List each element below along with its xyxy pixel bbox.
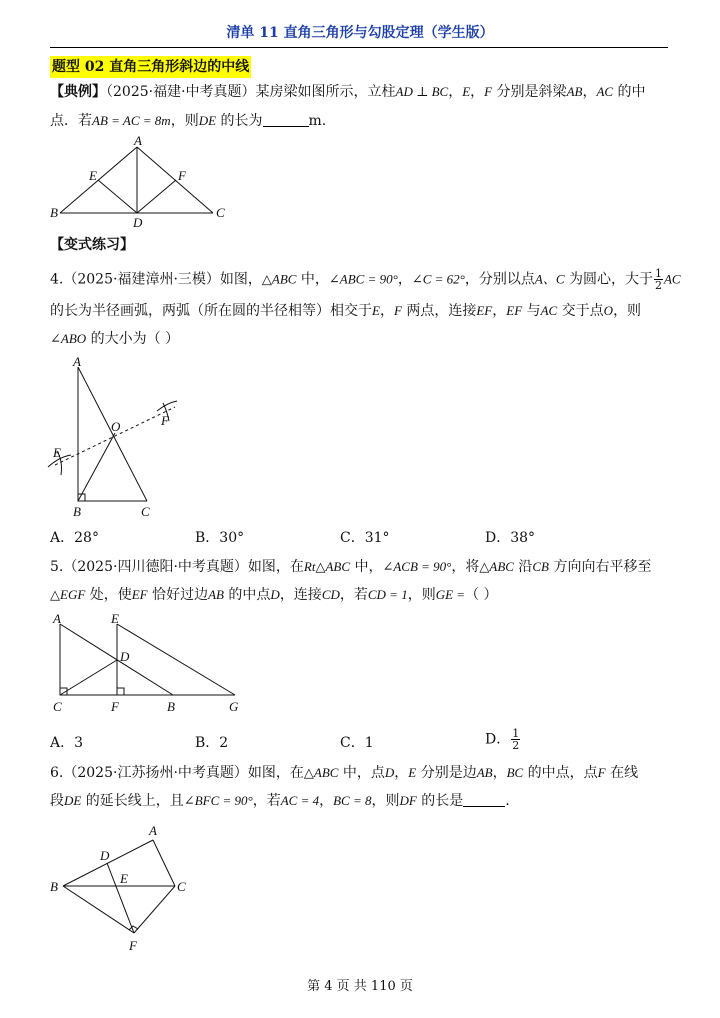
math: DE (198, 113, 217, 128)
segment-cd (60, 660, 117, 695)
segment-cf (134, 886, 175, 933)
example-text: ，则 (170, 113, 199, 129)
segment-bo (78, 433, 115, 501)
segment-fd (137, 180, 176, 213)
q4-line-1 (50, 267, 681, 292)
point-label-c: C (53, 699, 62, 714)
point-label-e: E (111, 611, 119, 626)
section-heading: 题型 02 直角三角形斜边的中线 (50, 56, 251, 78)
question-text: 在线 (605, 765, 639, 781)
math: A、C (534, 271, 565, 287)
fraction (511, 728, 520, 751)
question-text: 为圆心，大于 (564, 271, 653, 288)
question-text: 的长为半径画弧，两弧（所在圆的半径相等）相交于 (50, 303, 372, 319)
question-source: （2025·四川德阳·中考真题） (63, 559, 248, 575)
option-value: 3 (74, 735, 84, 751)
q5-option-b[interactable] (195, 732, 228, 752)
arc-f-1 (157, 401, 177, 411)
math: O (603, 303, 614, 318)
math: ∠ACB = 90° (382, 559, 452, 574)
segment-ed (98, 180, 137, 213)
point-label-f: F (178, 168, 186, 183)
math: E (372, 303, 380, 318)
point-label-c: C (141, 504, 150, 519)
point-label-b: B (167, 699, 175, 714)
question-source: （2025·福建漳州·三模） (63, 271, 220, 288)
point-label-d: D (100, 848, 110, 863)
variant-heading-text: 【变式练习】 (50, 237, 134, 253)
question-text: 中， (350, 559, 383, 575)
fraction-denominator: 2 (512, 739, 520, 752)
q5-option-c[interactable] (340, 732, 374, 752)
math: E (462, 84, 471, 99)
option-key: C． (340, 735, 365, 751)
math: CB (532, 559, 550, 574)
q4-option-a[interactable] (50, 527, 99, 547)
question-number: 5. (50, 559, 64, 575)
segment-ac (153, 840, 175, 886)
math: E (408, 765, 417, 780)
math: D (384, 765, 395, 780)
question-text: 处，使 (85, 587, 132, 603)
question-text: ， (492, 303, 507, 319)
point-label-c: C (177, 879, 186, 894)
question-source: （2025·江苏扬州·中考真题） (63, 765, 248, 781)
q4-line-3 (50, 328, 675, 350)
q5-line-2 (50, 584, 675, 606)
option-key: C． (340, 530, 365, 546)
question-text: 分别是边 (416, 765, 477, 781)
q4-option-c[interactable] (340, 527, 390, 547)
option-value: 38° (510, 530, 536, 546)
math: CD (321, 587, 340, 602)
question-text: ，连接 (279, 587, 322, 603)
point-label-a: A (73, 355, 81, 369)
question-text: 沿 (513, 559, 533, 575)
example-text: 某房梁如图所示，立柱 (255, 84, 396, 100)
question-text: 中，点 (338, 765, 385, 781)
question-text: ，若 (339, 587, 368, 603)
question-text: ，若 (252, 793, 281, 809)
math: △ABC (479, 559, 514, 574)
point-label-b: B (50, 879, 58, 894)
option-key: B． (195, 735, 220, 751)
point-label-g: G (229, 699, 239, 714)
math: AC = 4 (280, 793, 320, 808)
math: F (393, 303, 402, 318)
question-text: ， (397, 271, 412, 288)
segment-ac (78, 367, 147, 501)
option-value: 31° (364, 530, 390, 546)
point-label-o: O (111, 419, 121, 434)
example-text: 的中 (613, 84, 646, 100)
segment-ba (63, 840, 153, 886)
question-number: 4. (50, 271, 64, 288)
math: F (484, 84, 493, 99)
example-text: 的长为 (216, 113, 263, 129)
question-text: 的中点 (223, 587, 271, 603)
right-angle-mark-f (117, 688, 124, 695)
math: AC (663, 271, 681, 287)
math: ∠ABC = 90° (328, 271, 398, 287)
segment-ef-dashed (55, 407, 175, 465)
math: EF (476, 303, 493, 318)
example-text: 分别是斜梁 (492, 84, 567, 100)
option-key: A． (50, 735, 75, 751)
fraction-numerator: 1 (512, 727, 520, 740)
q4-line-2 (50, 300, 675, 322)
point-label-e: E (53, 445, 61, 460)
question-text: ，则 (407, 587, 436, 603)
question-text: 如图， (219, 271, 262, 288)
q6-figure (45, 820, 205, 960)
point-label-e: E (120, 871, 128, 886)
math: AC (596, 84, 614, 99)
point-label-f: F (161, 413, 169, 428)
fraction (654, 268, 663, 291)
q5-figure (45, 610, 255, 720)
math: AB = AC = 8m (92, 113, 171, 128)
point-label-f: F (111, 699, 119, 714)
math: DE (64, 793, 82, 808)
answer-blank[interactable] (463, 792, 505, 807)
question-number: 6. (50, 765, 64, 781)
option-key: D． (485, 530, 511, 546)
option-value: 1 (364, 735, 374, 751)
math: EF (506, 303, 523, 318)
question-text: 的延长线上，且 (81, 793, 184, 809)
question-text: ，将 (451, 559, 480, 575)
math: F (597, 765, 606, 780)
example-bracket: 【典例】 (50, 84, 106, 100)
question-text: 的长是 (416, 793, 464, 809)
math: AB (566, 84, 583, 99)
math: D (270, 587, 280, 602)
segment-bf (63, 886, 134, 933)
math: GE = (435, 587, 466, 602)
question-text: ，则 (371, 793, 400, 809)
math: ∠C = 62° (411, 271, 465, 287)
point-label-c: C (216, 205, 225, 220)
point-label-d: D (133, 215, 143, 230)
math: ∠ABO (50, 331, 87, 346)
example-text: m. (308, 113, 327, 129)
q5-line-1 (50, 556, 675, 578)
question-text: ，则 (613, 303, 642, 319)
fraction-denominator: 2 (654, 279, 662, 292)
math: △ABC (261, 271, 297, 287)
answer-blank[interactable] (263, 112, 309, 127)
math: CD = 1 (367, 587, 408, 602)
example-line-2 (50, 110, 675, 132)
q4-option-d[interactable] (485, 527, 535, 547)
question-text: ，分别以点 (464, 271, 535, 288)
q5-option-a[interactable] (50, 732, 83, 752)
math: AC (540, 303, 558, 318)
math: △EGF (50, 587, 86, 602)
page-header-title: 清单 11 直角三角形与勾股定理（学生版） (226, 25, 494, 41)
q4-option-b[interactable] (195, 527, 244, 547)
option-key: A． (50, 530, 75, 546)
point-label-f: F (129, 938, 137, 953)
question-text: 的大小为（ ） (86, 331, 180, 347)
example-source: （2025·福建·中考真题） (106, 84, 256, 100)
math: △ABC (303, 765, 339, 780)
header-rule (50, 47, 668, 48)
math: ∠BFC = 90° (183, 793, 253, 808)
variant-heading (50, 234, 675, 256)
math: Rt△ABC (303, 559, 350, 574)
option-key: D． (485, 731, 511, 748)
math: AD ⊥ BC (395, 84, 449, 99)
point-label-b: B (73, 504, 81, 519)
math: AB (476, 765, 493, 780)
question-text: 方向向右平移至 (549, 559, 652, 575)
question-text: 恰好过边 (147, 587, 209, 603)
question-text: 中， (296, 271, 329, 288)
math: EF (131, 587, 148, 602)
q4-figure (45, 355, 195, 520)
option-value: 28° (74, 530, 99, 546)
question-text: 如图，在 (247, 559, 304, 575)
q6-line-2 (50, 790, 675, 812)
example-figure (50, 135, 240, 235)
point-label-a: A (53, 611, 61, 626)
question-text: 的中点，点 (523, 765, 598, 781)
math: AB (208, 587, 224, 602)
example-text: 点．若 (50, 113, 92, 129)
point-label-a: A (134, 135, 142, 148)
q5-option-d[interactable] (485, 728, 521, 751)
segment-eg (117, 624, 235, 695)
question-text: ， (492, 765, 507, 781)
question-text: . (505, 793, 510, 809)
math: BC (506, 765, 524, 780)
point-label-d: D (120, 649, 130, 664)
fraction-numerator: 1 (654, 267, 662, 280)
option-key: B． (195, 530, 220, 546)
option-value: 2 (219, 735, 229, 751)
question-text: 两点，连接 (401, 303, 477, 319)
math: DF (399, 793, 417, 808)
point-label-e: E (89, 168, 97, 183)
point-label-a: A (149, 823, 157, 838)
question-text: 如图，在 (247, 765, 304, 781)
question-text: 段 (50, 793, 64, 809)
page-footer: 第 4 页 共 110 页 (307, 979, 413, 994)
example-text: ， (582, 84, 597, 100)
point-label-b: B (50, 205, 58, 220)
question-text: ， (379, 303, 394, 319)
question-text: ， (394, 765, 409, 781)
example-text: ， (470, 84, 485, 100)
question-text: （ ） (465, 587, 498, 603)
q6-line-1 (50, 762, 675, 784)
example-line-1 (50, 81, 675, 103)
question-text: 交于点 (557, 303, 604, 319)
example-text: ， (448, 84, 463, 100)
option-value: 30° (219, 530, 245, 546)
question-text: ， (319, 793, 334, 809)
question-text: 与 (522, 303, 541, 319)
math: BC = 8 (333, 793, 372, 808)
